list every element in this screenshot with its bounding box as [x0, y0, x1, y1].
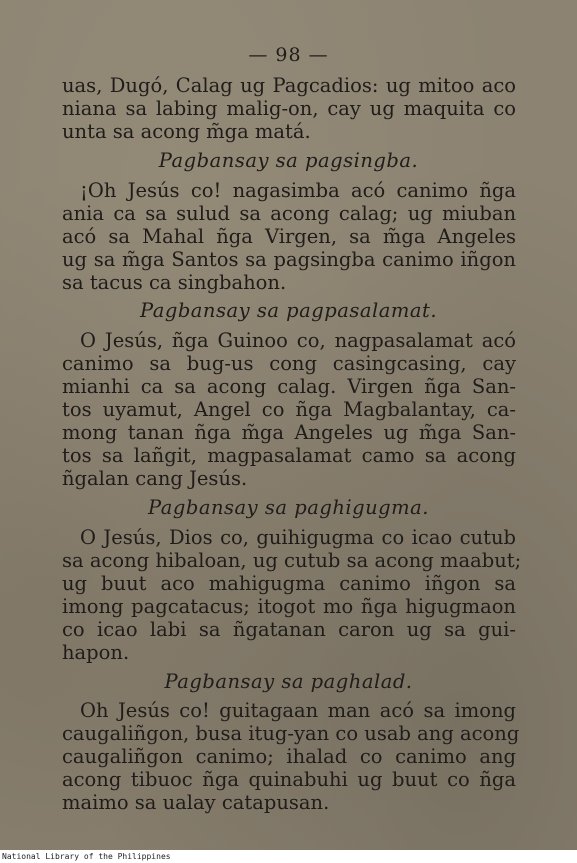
text-line: imong pagcatacus; itogot mo ñga higugmaon [62, 595, 516, 618]
text-line: ug sa m̃ga Santos sa pagsingba canimo iñgon [62, 248, 516, 271]
section-heading-paghalad: Pagbansay sa paghalad. [164, 670, 413, 693]
section-heading-paghigugma: Pagbansay sa paghigugma. [148, 496, 429, 519]
text-line: sa tacus ca singbahon. [62, 271, 287, 294]
text-line: ug buut aco mahigugma canimo iñgon sa [62, 572, 516, 595]
text-line: niana sa labing malig-on, cay ug maquita co [62, 97, 516, 120]
text-line: tos sa lañgit, magpasalamat camo sa acong [62, 444, 516, 467]
text-line: hapon. [62, 641, 130, 664]
text-line: uas, Dugó, Calag ug Pagcadios: ug mitoo aco [62, 74, 516, 97]
page-number: — 98 — [248, 44, 329, 66]
text-line: co icao labi sa ñgatanan caron ug sa gui- [62, 618, 516, 641]
text-line: acó sa Mahal ñga Virgen, sa m̃ga Angeles [62, 225, 516, 248]
text-line: canimo sa bug-us cong casingcasing, cay [62, 352, 516, 375]
section-heading-pagsingba: Pagbansay sa pagsingba. [158, 149, 419, 172]
text-line: caugaliñgon, busa itug-yan co usab ang acong [62, 722, 520, 745]
library-footer: National Library of the Philippines [0, 850, 577, 863]
text-line: O Jesús, Dios co, guihigugma co icao cutub [80, 526, 516, 549]
text-line: O Jesús, ñga Guinoo co, nagpasalamat acó [80, 329, 516, 352]
text-line: mong tanan ñga m̃ga Angeles ug m̃ga San- [62, 421, 516, 444]
text-line: Oh Jesús co! guitagaan man acó sa imong [80, 699, 516, 722]
text-line: tos uyamut, Angel co ñga Magbalantay, ca- [62, 398, 516, 421]
text-line: ania ca sa sulud sa acong calag; ug miuban [62, 202, 516, 225]
text-line: ¡Oh Jesús co! nagasimba acó canimo ñga [80, 179, 516, 202]
section-heading-pagpasalamat: Pagbansay sa pagpasalamat. [139, 299, 438, 322]
text-line: sa acong hibaloan, ug cutub sa acong maabut; [62, 549, 522, 572]
text-line: mianhi ca sa acong calag. Virgen ñga San- [62, 375, 516, 398]
text-line: caugaliñgon canimo; ihalad co canimo ang [62, 745, 516, 768]
text-line: ñgalan cang Jesús. [62, 467, 248, 490]
text-line: unta sa acong m̃ga matá. [62, 120, 311, 143]
text-line: maimo sa ualay catapusan. [62, 791, 330, 814]
text-line: acong tibuoc ñga quinabuhi ug buut co ñga [62, 768, 516, 791]
